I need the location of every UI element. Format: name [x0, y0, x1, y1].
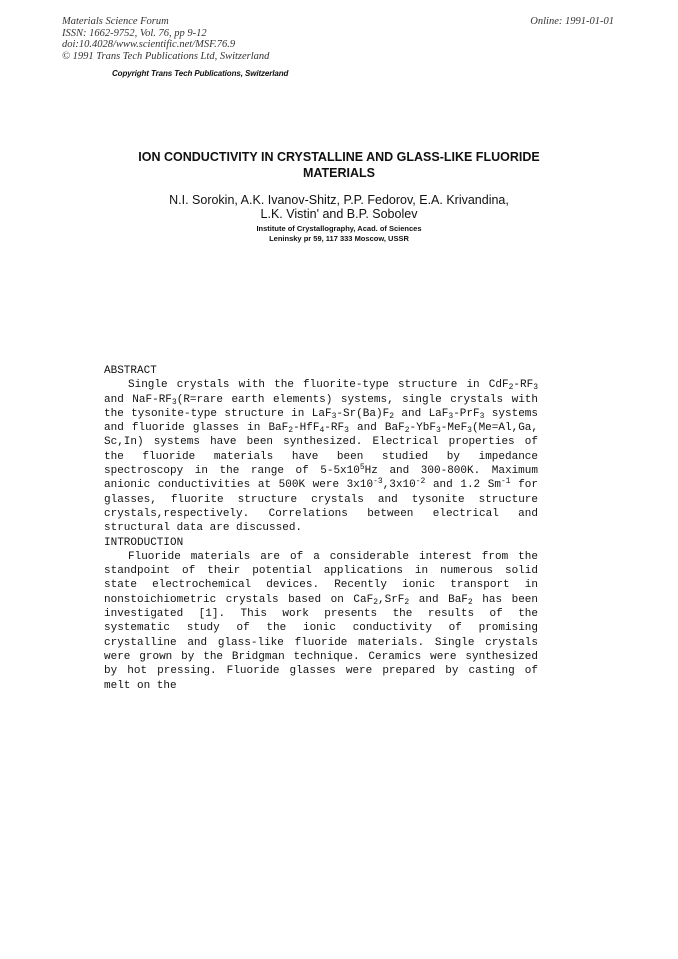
online-date: Online: 1991-01-01	[530, 16, 614, 27]
abstract-heading: ABSTRACT	[104, 365, 157, 377]
affiliation	[100, 224, 578, 244]
paper-body	[104, 364, 538, 693]
issn-line: ISSN: 1662-9752, Vol. 76, pp 9-12	[62, 27, 207, 39]
author-list	[100, 193, 578, 221]
abstract-text: Single crystals with the fluorite-type structure in $CdF_2-RF_3$ and NaF-$RF_3(R=rare$ earth elements) systems, single crystals with the tysonite-type structure in $LaF_3-Sr(Ba)F_2$ and LaF$_3$-PrF$_3$ systems and fluoride glasses in $BaF_2-HfF_4-RF_3$ and BaF$_2$-YbF$_3$-MeF$_3$(Me=Al,Ga, Sc,In) systems have been synthesized. Electrical properties of the fluoride materials have been studied by impedance spectroscopy in the range of $5-5x10^5Hz$ and 300-800K. Maximum anionic conductivities at 500K were $3x10^{-3},3x10^{-2}$ and 1.2 $Sm^{-1}$ for glasses, fluorite structure crystals and tysonite structure crystals,respectively. Correlations between electrical and structural data are discussed.	[104, 379, 539, 535]
paper-title	[100, 150, 578, 181]
title-line: MATERIALS	[303, 165, 375, 180]
doi-line: doi:10.4028/www.scientific.net/MSF.76.9	[62, 39, 236, 50]
introduction-heading: INTRODUCTION	[104, 536, 184, 549]
author-line: N.I. Sorokin, A.K. Ivanov-Shitz, P.P. Fedorov, E.A. Krivandina,	[169, 193, 509, 207]
journal-metadata	[62, 16, 269, 62]
copyright-notice: Copyright Trans Tech Publications, Switzerland	[112, 69, 289, 78]
author-line: L.K. Vistin' and B.P. Sobolev	[260, 207, 418, 221]
affiliation-line: Institute of Crystallography, Acad. of Sciences	[256, 224, 422, 233]
title-line: ION CONDUCTIVITY IN CRYSTALLINE AND GLASS-LIKE FLUORIDE	[138, 150, 540, 164]
publisher-line: © 1991 Trans Tech Publications Ltd, Switzerland	[62, 50, 270, 62]
affiliation-line: Leninsky pr 59, 117 333 Moscow, USSR	[269, 234, 409, 243]
journal-name: Materials Science Forum	[62, 16, 169, 27]
introduction-text: Fluoride materials are of a considerable interest from the standpoint of their potential applications in numerous solid state electrochemical devices. Recently ionic transport in nonstoichiometric crystals based on CaF$_2$,SrF$_2$ and BaF$_2$ has been investigated [1]. This work presents the results of the systematic study of the ionic conductivity of promising crystalline and glass-like fluoride materials. Single crystals were grown by the Bridgman technique. Ceramics were synthesized by hot pressing. Fluoride glasses were prepared by casting of melt on the	[104, 550, 538, 692]
